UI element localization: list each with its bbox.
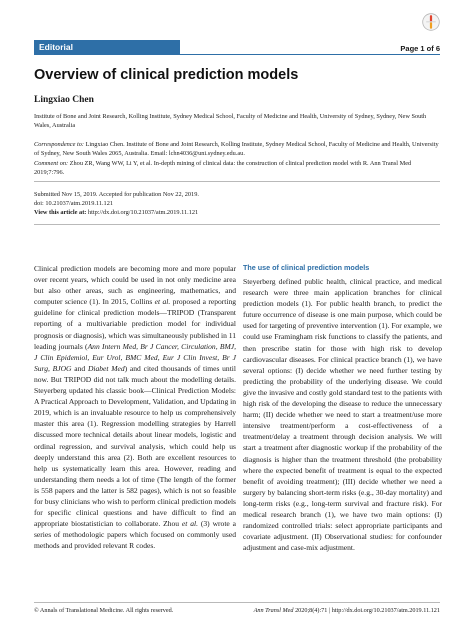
right-column-paragraph: Steyerberg defined public health, clinical practice, and medical research were three main application branches for clinical prediction models (1). For public health branch, to predict the future occurrence of disease is one main purpose, which could be used for targeting of preventive intervention (1). For example, we could use Framingham risk functions to classify the patients, and then prescribe statin for those with high risk to develop cardiovascular diseases. For clinical practice branch (1), we have several options: (I) decide whether we need further testing by predicting the probability of the underlying disease. We could give the invasive and costly gold standard test to the patients with high risk of the developing the disease to reduce the unnecessary harm; (II) decide whether we need to start a treatment/use more intensive treatment/perform a cost-effectiveness of a treatment/delay a treatment through decision analysis. We will start a treatment after diagnostic workup if the probability of the diagnosis is higher than the treatment threshold (the probability where the expected benefit of treatment is equal to the expected benefit of avoiding treatment); (III) decide whether we need a surgery by balancing short-term risks (e.g., 30-day mortality) and long-term risks (e.g., long-term survival and fracture risk). For medical research branch (1), we have two main options: (I) randomized controlled trials: select appropriate participants and covariate adjustment. (II) Observational studies: for confounder adjustment and case-mix adjustment. xyxy=(243,277,442,553)
article-title: Overview of clinical prediction models xyxy=(34,67,299,83)
view-url-link[interactable]: http://dx.doi.org/10.21037/atm.2019.11.121 xyxy=(86,209,199,217)
publication-dates xyxy=(34,190,199,218)
correspondence-text: Lingxiao Chen. Institute of Bone and Joint Research, Kolling Institute, Sydney Medical School, Faculty of Medicine and Health, University of Sydney, New South Wales 2065, Australia. Email: lchn4036@uni.sydney.edu.au. xyxy=(34,141,439,158)
author-name: Lingxiao Chen xyxy=(34,95,94,105)
text-run: Ann Intern Med, Br J Cancer, Circulation, BMJ, J Clin Epidemiol, Eur Urol, BMC Med, Eur J Clin Invest, Br J Surg, BJOG xyxy=(34,341,236,373)
text-run: and xyxy=(71,363,88,373)
comment-text: Zhou ZR, Wang WW, Li Y, et al. In-depth mining of clinical data: the construction of clinical prediction model with R. Ann Transl Med 2019;7:796. xyxy=(34,160,412,177)
comment-label: Comment on: xyxy=(34,160,69,167)
text-run: et al. xyxy=(154,297,171,307)
text-run: (3) wrote a series of methodologic papers which focused on commonly used methods and provided relevant R codes. xyxy=(34,519,236,551)
divider xyxy=(34,224,440,225)
correspondence-label: Correspondence to: xyxy=(34,141,84,148)
text-run: proposed a reporting guideline for clinical prediction models—TRIPOD (Transparent reporting of a multivariable prediction model for individual prognosis or diagnosis), which was simultaneously published in 11 leading journals ( xyxy=(34,297,237,351)
header-rule xyxy=(34,54,440,55)
text-run: Diabet Med xyxy=(87,363,125,373)
view-label: View this article at: xyxy=(34,209,87,217)
text-run: et al. xyxy=(181,519,199,529)
left-column-paragraph xyxy=(34,263,236,551)
text-run: Clinical prediction models are becoming more and more popular over recent years, which could be used in not only medicine area but also other areas, such as engineering, mathematics, and computer science (1). In 2015, Collins xyxy=(34,264,236,307)
citation xyxy=(254,607,440,614)
affiliation: Institute of Bone and Joint Research, Kolling Institute, Sydney Medical School, Faculty of Medicine and Health, University of Sydney, Sydney, New South Wales, Australia xyxy=(34,113,427,130)
section-tab: Editorial xyxy=(34,40,180,54)
section-heading: The use of clinical prediction models xyxy=(243,263,370,272)
view-article-line xyxy=(34,208,199,217)
copyright-notice: © Annals of Translational Medicine. All rights reserved. xyxy=(34,607,174,614)
citation-journal: Ann Transl Med xyxy=(253,607,294,614)
citation-details[interactable]: 2020;8(4):71 | http://dx.doi.org/10.21037/atm.2019.11.121 xyxy=(293,607,440,614)
page-number: Page 1 of 6 xyxy=(400,44,440,53)
text-run: ) and cited thousands of times until now. But TRIPOD did not talk much about the modelling details. Steyerberg updated his classic book—Clinical Prediction Models: A Practical Approach to Development, Validation, and Updating in 2019, which is an invaluable resource to help us comprehensively master this area (1). Regression modelling strategies by Harrell discussed more technical details about linear models, logistic and ordinal regression, and survival analysis, which could help us deeply understand this area (2). Both are excellent resources to help us systematically learn this area. However, reading and understanding them needs a lot of time (The length of the former is 558 papers and the latter is 582 pages), which is not so feasible for busy clinicians who wish to perform clinical prediction models for specific clinical questions and have difficult to find an appropriate biostatistician to collaborate. Zhou xyxy=(34,363,236,529)
correspondence xyxy=(34,140,442,158)
crossmark-icon[interactable] xyxy=(422,13,440,31)
doi-line[interactable]: doi: 10.21037/atm.2019.11.121 xyxy=(34,200,113,208)
submitted-line: Submitted Nov 15, 2019. Accepted for publication Nov 22, 2019. xyxy=(34,191,199,198)
footer-rule xyxy=(34,602,440,603)
comment-on xyxy=(34,159,442,177)
divider xyxy=(34,181,440,182)
